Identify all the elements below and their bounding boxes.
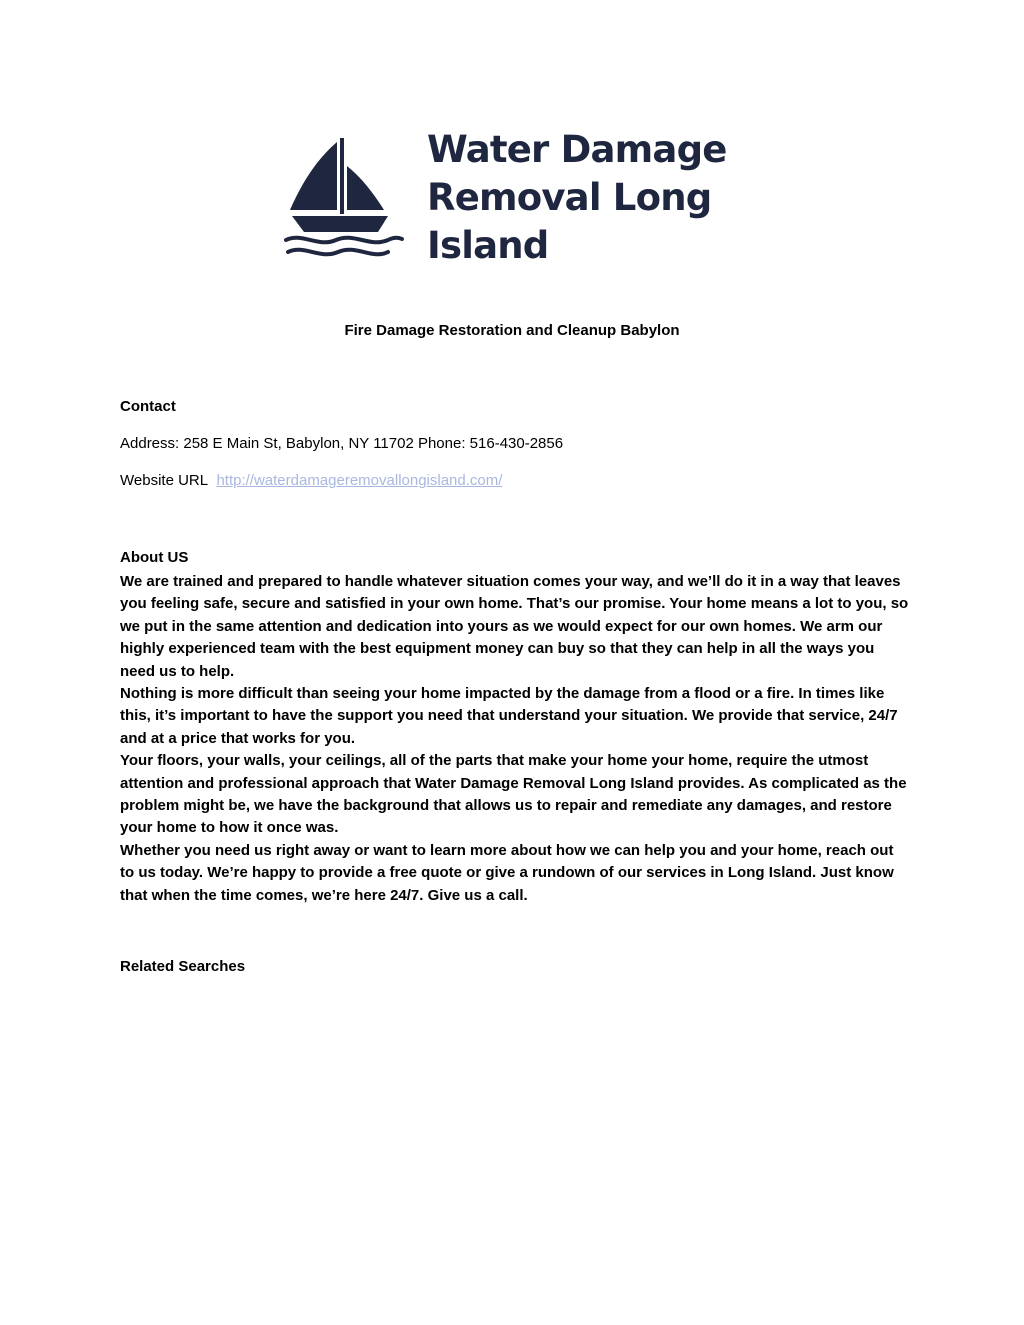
related-searches-heading: Related Searches	[120, 958, 246, 975]
contact-heading: Contact	[120, 398, 176, 415]
about-paragraph: Nothing is more difficult than seeing your home impacted by the damage from a flood or a fire. In times like this, it’s important to have the support you need that understand your situation. We provide that service, 24/7 and at a price that works for you.	[120, 685, 898, 747]
about-heading: About US	[120, 549, 189, 566]
website-label: Website URL	[120, 472, 209, 489]
logo-line: Water Damage	[427, 128, 727, 171]
website-link[interactable]: http://waterdamageremovallongisland.com/	[216, 472, 503, 489]
document-title: Fire Damage Restoration and Cleanup Babylon	[344, 322, 680, 339]
logo-line: Removal Long	[427, 176, 712, 219]
about-paragraph: Your floors, your walls, your ceilings, all of the parts that make your home your home, require the utmost attention and professional approach that Water Damage Removal Long Island provides. As complicated as the problem might be, we have the background that allows us to repair and remediate any damages, and restore your home to how it once was.	[120, 752, 907, 837]
address-line: Address: 258 E Main St, Babylon, NY 11702 Phone: 516-430-2856	[120, 435, 564, 452]
about-body	[120, 571, 910, 907]
about-paragraph: Whether you need us right away or want to learn more about how we can help you and your home, reach out to us today. We’re happy to provide a free quote or give a rundown of our services in Long Island. Just know that when the time comes, we’re here 24/7. Give us a call.	[120, 841, 894, 904]
company-logo	[284, 126, 727, 267]
about-paragraph: We are trained and prepared to handle whatever situation comes your way, and we’ll do it in a way that leaves you feeling safe, secure and satisfied in your own home. That’s our promise. Your home means a lot to you, so we put in the same attention and dedication into yours as we would expect for our own homes. We arm our highly experienced team with the best equipment money can buy so that they can help in all the ways you need us to help.	[120, 573, 909, 680]
sailboat-icon	[284, 136, 408, 258]
website-row	[120, 470, 502, 492]
logo-wordmark	[427, 126, 727, 270]
logo-line: Island	[427, 224, 549, 267]
